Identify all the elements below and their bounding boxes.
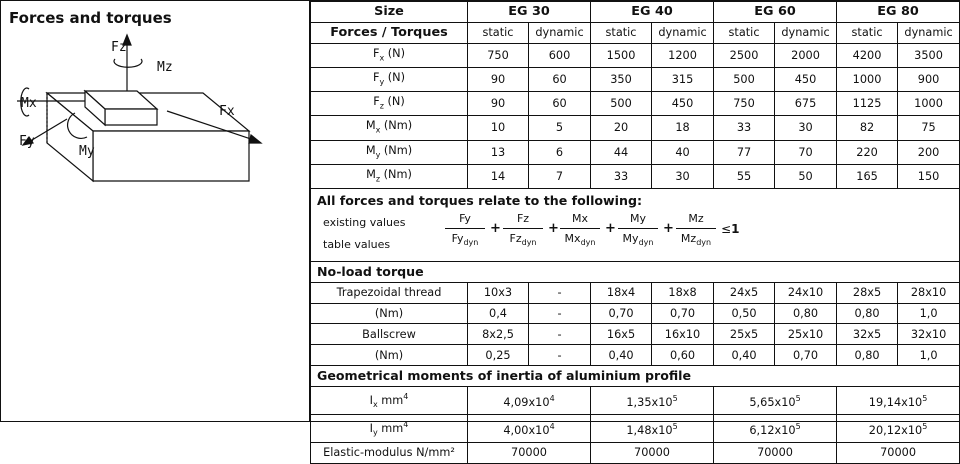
unit: (Nm): [380, 167, 412, 181]
inertia-exponent: 5: [795, 394, 801, 403]
static-header: static: [837, 22, 898, 43]
noload-value: 0,80: [837, 303, 898, 324]
force-label: [311, 116, 468, 140]
noload-value: 0,50: [714, 303, 775, 324]
fraction-denominator: [674, 230, 718, 246]
inertia-mantissa: 4,09x10: [503, 395, 550, 409]
force-value: 55: [714, 164, 775, 188]
inertia-exponent: 5: [922, 394, 928, 403]
elastic-value: 70000: [714, 442, 837, 463]
inertia-mantissa: 20,12x10: [868, 423, 923, 437]
my-label: My: [79, 144, 95, 159]
force-value: 450: [775, 67, 837, 91]
subscript: z: [379, 101, 384, 111]
force-value: 7: [529, 164, 591, 188]
formula-row: [311, 189, 960, 262]
force-value: 70: [775, 140, 837, 164]
inertia-mantissa: 1,35x10: [626, 395, 673, 409]
forces-diagram-panel: [1, 1, 310, 421]
inertia-label: [311, 386, 468, 414]
formula-fraction: [616, 211, 660, 246]
existing-values-label: existing values: [323, 216, 406, 230]
fraction-denominator: [443, 230, 487, 246]
inertia-title: Geometrical moments of inertia of aluminium profile: [311, 366, 960, 387]
denominator-subscript: dyn: [580, 238, 596, 248]
noload-value: 25x10: [775, 324, 837, 345]
noload-row: [311, 345, 960, 366]
fraction-denominator: [616, 230, 660, 246]
subscript: x: [379, 52, 385, 62]
noload-value: 0,40: [714, 345, 775, 366]
force-value: 13: [468, 140, 529, 164]
elastic-value: 70000: [837, 442, 960, 463]
denominator-symbol: My: [622, 232, 639, 246]
inertia-value: [714, 386, 837, 414]
inertia-value: [468, 386, 591, 414]
force-value: 450: [652, 92, 714, 116]
force-value: 350: [591, 67, 652, 91]
fy-label: Fy: [19, 134, 35, 149]
inertia-exponent: 4: [549, 422, 555, 432]
unit: (N): [384, 70, 406, 84]
plus-sign: +: [605, 221, 616, 237]
subscript: x: [372, 399, 378, 409]
noload-value: 0,40: [591, 345, 652, 366]
force-row: [311, 164, 960, 188]
denominator-symbol: Mz: [680, 232, 697, 246]
model-header: EG 60: [714, 2, 837, 23]
forces-torques-header: Forces / Torques: [311, 22, 468, 43]
force-value: 4200: [837, 43, 898, 67]
force-value: 150: [898, 164, 960, 188]
force-value: 1000: [837, 67, 898, 91]
noload-value: 10x3: [468, 282, 529, 303]
dynamic-header: dynamic: [652, 22, 714, 43]
unit: (N): [384, 46, 406, 60]
noload-value: -: [529, 324, 591, 345]
subscript: x: [375, 125, 381, 135]
force-value: 750: [468, 43, 529, 67]
force-value: 1200: [652, 43, 714, 67]
dynamic-header: dynamic: [529, 22, 591, 43]
force-value: 30: [775, 116, 837, 140]
noload-value: 25x5: [714, 324, 775, 345]
static-header: static: [591, 22, 652, 43]
force-value: 40: [652, 140, 714, 164]
carriage-diagram: [7, 31, 297, 201]
specs-panel: [310, 1, 959, 460]
mx-label: Mx: [21, 96, 37, 111]
noload-label: Trapezoidal thread: [311, 282, 468, 303]
force-value: 44: [591, 140, 652, 164]
noload-row: [311, 282, 960, 303]
noload-value: 0,70: [775, 345, 837, 366]
inertia-row: [311, 386, 960, 414]
symbol: M: [365, 119, 376, 133]
force-value: 77: [714, 140, 775, 164]
noload-value: 8x2,5: [468, 324, 529, 345]
inertia-mantissa: 4,00x10: [503, 423, 550, 437]
symbol: F: [372, 70, 380, 84]
noload-value: 24x10: [775, 282, 837, 303]
force-value: 3500: [898, 43, 960, 67]
force-value: 600: [529, 43, 591, 67]
noload-value: 0,4: [468, 303, 529, 324]
noload-title: No-load torque: [311, 262, 960, 283]
denominator-symbol: Fz: [509, 232, 522, 246]
inertia-row: [311, 414, 960, 442]
noload-row: [311, 303, 960, 324]
noload-value: -: [529, 303, 591, 324]
unit: mm: [377, 393, 404, 407]
force-label: [311, 140, 468, 164]
static-header: static: [714, 22, 775, 43]
elastic-value: 70000: [468, 442, 591, 463]
noload-value: 24x5: [714, 282, 775, 303]
force-value: 10: [468, 116, 529, 140]
noload-value: 1,0: [898, 303, 960, 324]
force-value: 1500: [591, 43, 652, 67]
noload-value: 18x8: [652, 282, 714, 303]
fraction-numerator: Fy: [459, 212, 471, 226]
mz-label: Mz: [157, 60, 173, 75]
formula-fraction: [443, 211, 487, 246]
inertia-value: [714, 414, 837, 442]
force-row: [311, 92, 960, 116]
noload-value: 28x10: [898, 282, 960, 303]
symbol: I: [369, 421, 373, 435]
noload-label: Ballscrew: [311, 324, 468, 345]
denominator-subscript: dyn: [638, 238, 654, 248]
force-label: [311, 164, 468, 188]
inertia-value: [591, 386, 714, 414]
dynamic-header: dynamic: [775, 22, 837, 43]
noload-value: 16x5: [591, 324, 652, 345]
force-row: [311, 116, 960, 140]
force-value: 14: [468, 164, 529, 188]
inertia-exponent: 5: [672, 394, 678, 403]
fraction-bar: [618, 228, 658, 229]
table-values-label: table values: [323, 238, 391, 252]
size-header: Size: [311, 2, 468, 23]
elastic-value: 70000: [591, 442, 714, 463]
formula-box: [311, 189, 959, 261]
inertia-title-row: [311, 366, 960, 387]
model-header: EG 30: [468, 2, 591, 23]
noload-value: 0,80: [837, 345, 898, 366]
fraction-bar: [676, 228, 716, 229]
force-value: 60: [529, 92, 591, 116]
force-value: 5: [529, 116, 591, 140]
plus-sign: +: [663, 221, 674, 237]
fraction-numerator: My: [629, 212, 646, 226]
force-value: 750: [714, 92, 775, 116]
less-equal-sign: ≤: [721, 222, 732, 237]
symbol: M: [366, 167, 376, 181]
fz-label: Fz: [111, 40, 127, 55]
fraction-numerator: Fz: [516, 212, 530, 226]
inertia-exponent: 4: [549, 394, 555, 403]
inertia-exponent: 5: [795, 422, 801, 432]
inertia-exponent: 5: [922, 422, 928, 432]
force-value: 500: [714, 67, 775, 91]
symbol: F: [373, 95, 380, 109]
noload-value: 1,0: [898, 345, 960, 366]
force-value: 500: [591, 92, 652, 116]
elastic-row: [311, 442, 960, 463]
force-row: [311, 67, 960, 91]
dynamic-header: dynamic: [898, 22, 960, 43]
subscript: z: [375, 174, 381, 184]
force-label: [311, 92, 468, 116]
force-value: 2500: [714, 43, 775, 67]
inertia-mantissa: 5,65x10: [749, 395, 796, 409]
less-equal-one: [721, 220, 739, 239]
formula-fraction: [501, 211, 545, 246]
fx-label: Fx: [219, 104, 235, 119]
noload-label: (Nm): [311, 345, 468, 366]
force-value: 6: [529, 140, 591, 164]
force-value: 30: [652, 164, 714, 188]
forces-header-row: [311, 22, 960, 43]
noload-title-row: [311, 262, 960, 283]
denominator-subscript: dyn: [696, 238, 712, 248]
force-value: 50: [775, 164, 837, 188]
size-header-row: [311, 2, 960, 23]
plus-sign: +: [490, 221, 501, 237]
unit: (N): [383, 95, 405, 109]
inertia-mantissa: 6,12x10: [749, 423, 796, 437]
inertia-value: [837, 414, 960, 442]
force-value: 2000: [775, 43, 837, 67]
noload-value: 32x10: [898, 324, 960, 345]
noload-value: -: [529, 282, 591, 303]
noload-row: [311, 324, 960, 345]
formula-fraction: [558, 211, 602, 246]
denominator-subscript: dyn: [521, 238, 537, 248]
force-label: [311, 43, 468, 67]
noload-value: 0,80: [775, 303, 837, 324]
force-value: 60: [529, 67, 591, 91]
denominator-subscript: dyn: [463, 238, 479, 248]
force-value: 33: [714, 116, 775, 140]
noload-value: 16x10: [652, 324, 714, 345]
fraction-denominator: [558, 230, 602, 246]
force-value: 900: [898, 67, 960, 91]
force-row: [311, 43, 960, 67]
fraction-numerator: Mz: [688, 212, 704, 226]
unit: mm: [377, 421, 404, 435]
fraction-bar: [560, 228, 600, 229]
subscript: y: [375, 149, 381, 159]
specs-table: [310, 1, 960, 464]
formula-title: All forces and torques relate to the following:: [317, 193, 643, 209]
force-value: 220: [837, 140, 898, 164]
force-value: 20: [591, 116, 652, 140]
unit: (Nm): [380, 143, 413, 157]
fraction-denominator: [501, 230, 545, 246]
inertia-mantissa: 1,48x10: [626, 423, 673, 437]
elastic-label: Elastic-modulus N/mm²: [311, 442, 468, 463]
noload-value: 0,60: [652, 345, 714, 366]
noload-value: 32x5: [837, 324, 898, 345]
symbol: M: [365, 143, 376, 157]
force-value: 165: [837, 164, 898, 188]
force-value: 315: [652, 67, 714, 91]
force-value: 90: [468, 92, 529, 116]
force-value: 18: [652, 116, 714, 140]
inertia-label: [311, 414, 468, 442]
force-value: 675: [775, 92, 837, 116]
subscript: y: [379, 77, 385, 87]
force-value: 75: [898, 116, 960, 140]
inertia-value: [468, 414, 591, 442]
inertia-value: [837, 386, 960, 414]
inertia-mantissa: 19,14x10: [868, 395, 923, 409]
symbol: I: [369, 393, 373, 407]
noload-value: 28x5: [837, 282, 898, 303]
noload-value: 0,25: [468, 345, 529, 366]
fraction-numerator: Mx: [571, 212, 588, 226]
subscript: y: [372, 427, 378, 437]
force-value: 90: [468, 67, 529, 91]
superscript: 4: [403, 391, 409, 401]
noload-value: -: [529, 345, 591, 366]
panel-title: Forces and torques: [9, 9, 172, 27]
noload-value: 18x4: [591, 282, 652, 303]
model-header: EG 40: [591, 2, 714, 23]
symbol: F: [372, 46, 380, 60]
unit: (Nm): [380, 119, 413, 133]
fraction-bar: [503, 228, 543, 229]
static-header: static: [468, 22, 529, 43]
force-value: 1125: [837, 92, 898, 116]
formula-cell: [311, 189, 960, 262]
force-label: [311, 67, 468, 91]
force-value: 33: [591, 164, 652, 188]
denominator-symbol: Fy: [451, 232, 464, 246]
fraction-bar: [445, 228, 485, 229]
noload-label: (Nm): [311, 303, 468, 324]
force-row: [311, 140, 960, 164]
noload-value: 0,70: [591, 303, 652, 324]
force-value: 82: [837, 116, 898, 140]
plus-sign: +: [548, 221, 559, 237]
superscript: 4: [403, 419, 409, 429]
denominator-symbol: Mx: [564, 232, 581, 246]
model-header: EG 80: [837, 2, 960, 23]
formula-fraction: [674, 211, 718, 246]
force-value: 1000: [898, 92, 960, 116]
inertia-value: [591, 414, 714, 442]
inertia-exponent: 5: [672, 422, 678, 432]
force-value: 200: [898, 140, 960, 164]
noload-value: 0,70: [652, 303, 714, 324]
one-value: 1: [731, 222, 740, 237]
